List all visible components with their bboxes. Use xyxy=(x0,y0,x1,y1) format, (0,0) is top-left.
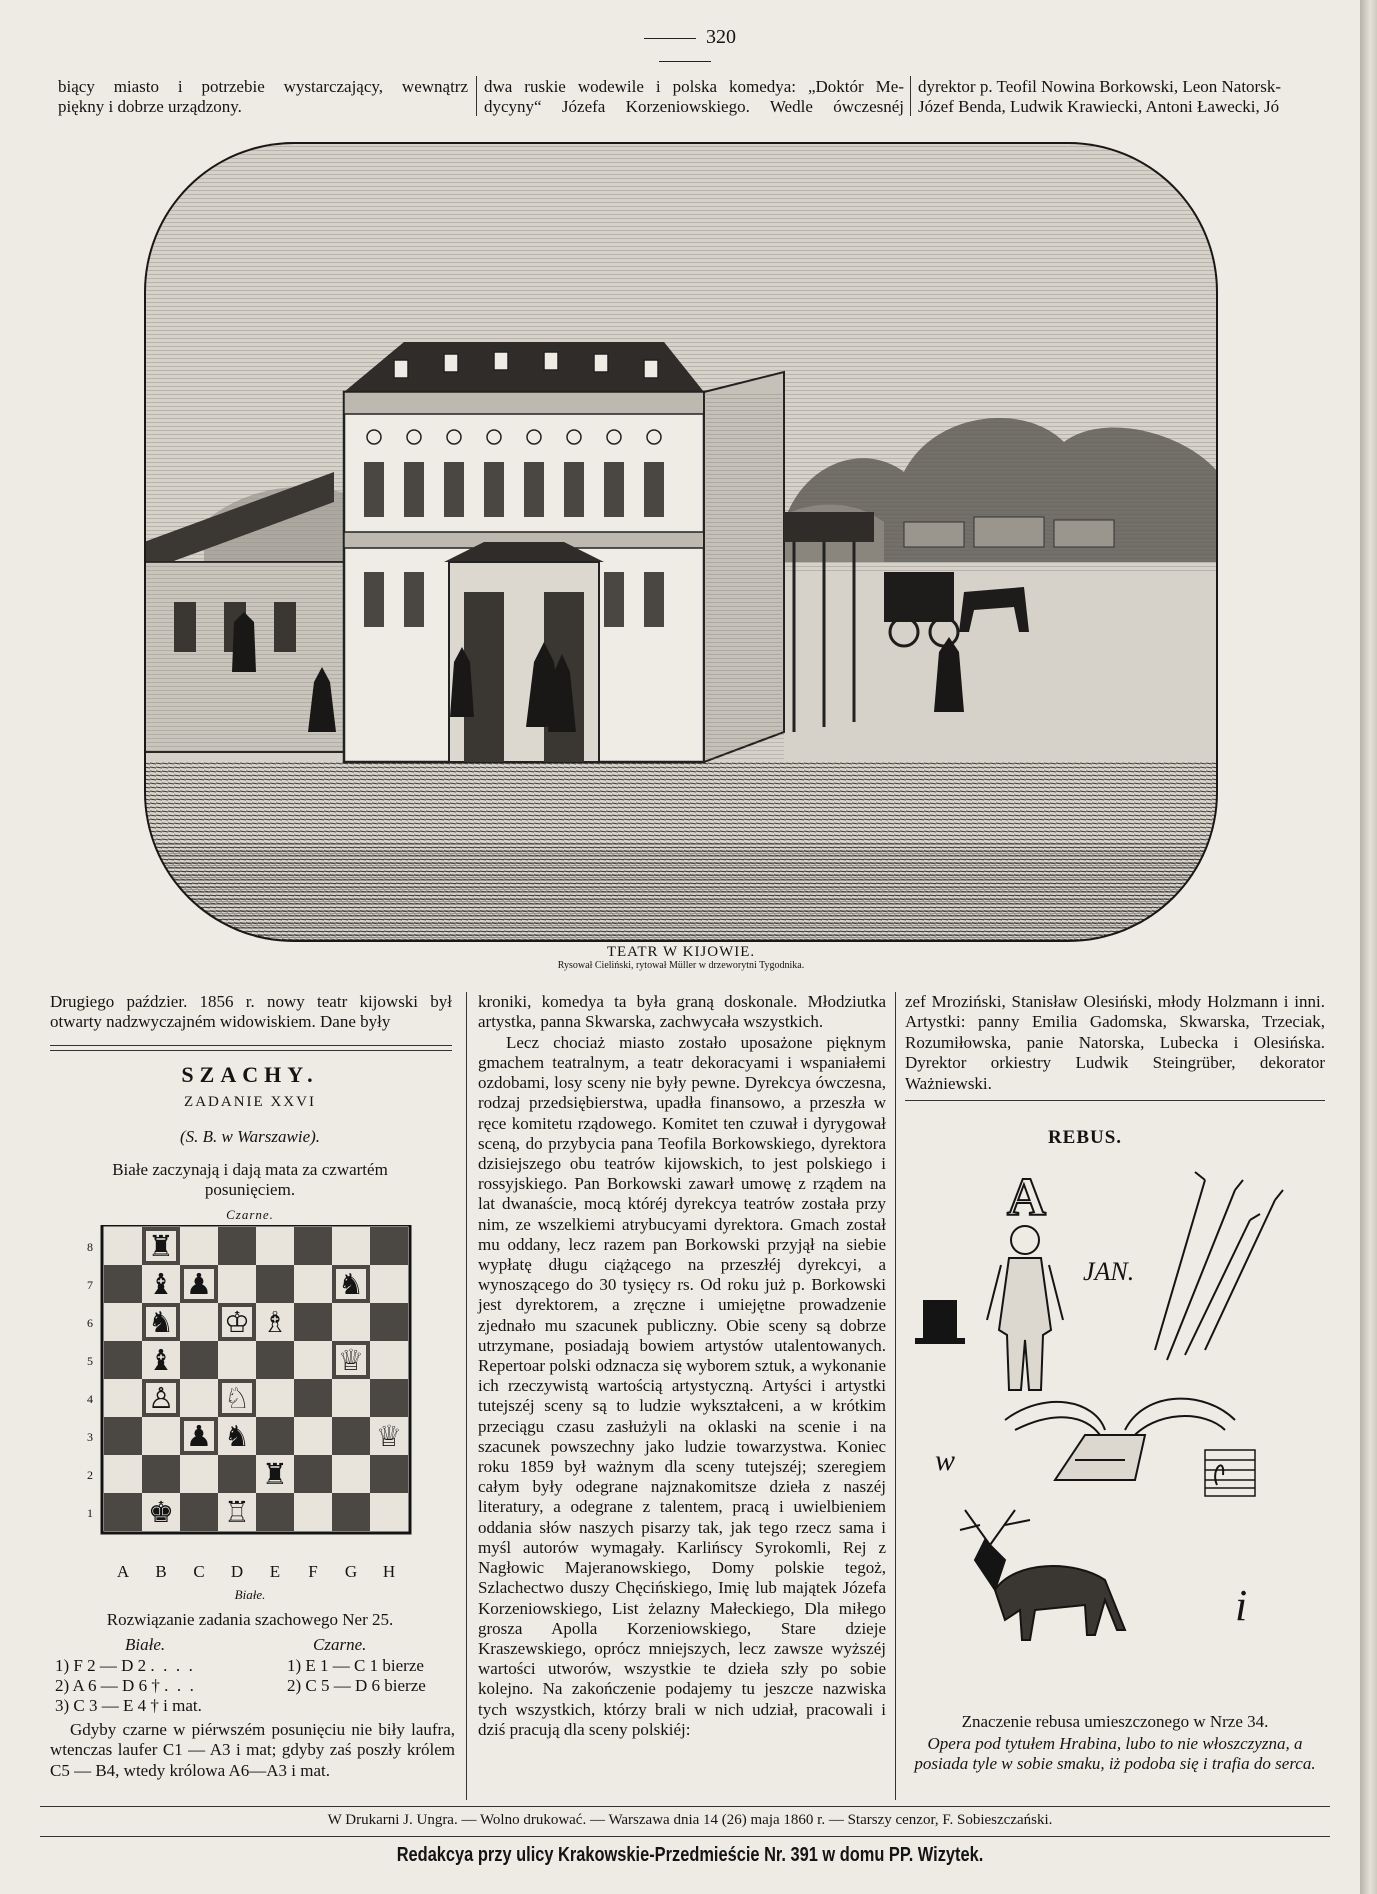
chess-square xyxy=(370,1227,408,1265)
chess-square xyxy=(180,1493,218,1531)
chess-square xyxy=(104,1455,142,1493)
chess-piece-d1: ♖ xyxy=(224,1495,250,1529)
illustration-caption: TEATR W KIJOWIE. xyxy=(606,944,756,960)
chess-square xyxy=(294,1265,332,1303)
chess-piece-b5: ♝ xyxy=(148,1343,174,1377)
chess-square xyxy=(332,1303,370,1341)
chess-square xyxy=(104,1341,142,1379)
lower-column-divider-1 xyxy=(466,992,467,1800)
chess-square xyxy=(104,1379,142,1417)
chess-square xyxy=(294,1303,332,1341)
solution-move-2-white: 2) A 6 — D 6 † . . . xyxy=(55,1676,194,1695)
solution-black-header: Czarne. xyxy=(313,1635,367,1654)
chess-square xyxy=(294,1455,332,1493)
chess-square xyxy=(256,1493,294,1531)
chess-square xyxy=(104,1493,142,1531)
chess-square xyxy=(294,1341,332,1379)
chess-square xyxy=(180,1341,218,1379)
right-column-text: zef Mroziński, Stanisław Olesiński, młody Holzmann i inni. Artystki: panny Emilia Gadomska, Skwarska, Trzeciak, Rozumiłowska, panie Natorska, Lubecka i Olesińska. Dyrektor orkiestry Ludwik Steingrüber, dekorator Ważniewski. xyxy=(905,992,1325,1093)
solution-note: Gdyby czarne w piérwszém posunięciu nie biły laufra, wtenczas laufer C1 — A3 i mat; gdyby zaś poszły królem C5 — B4, wtedy królowa A6—A3 i mat. xyxy=(50,1720,455,1780)
chess-file-label: D xyxy=(230,1562,244,1581)
chess-square xyxy=(370,1493,408,1531)
top-column-3-line-1: dyrektor p. Teofil Nowina Borkowski, Leon Natorsk- xyxy=(918,77,1281,96)
middle-paragraph-1: kroniki, komedya ta była graną doskonale. Młodziutka artystka, panna Skwarska, zachwycała wszystkich. xyxy=(478,992,886,1032)
rebus-gentleman xyxy=(987,1226,1063,1390)
middle-paragraph-2: Lecz chociaż miasto zostało uposażone pięknym gmachem teatralnym, a teatr dekoracyami i wspaniałemi ozdobami, losy sceny nie były pewne. Dyrekcya ówczesna, rodzaj przedsiębierstwa, upadła finansowo, a przeszła w ręce komitetu rządowego. Komitet ten czuwał i dyrygował sceną, do przybycia pana Teofila Borkowskiego, dyrektora dzisiejszego obu teatrów kijowskich, to jest polskiego i rossyjskiego. Pan Borkowski zawarł umowę z rządem na lat dwanaście, mocą któréj dyrekcya teatrów została przy nim, ze wszelkiemi atrybucyami dyrektora. Gmach został mu oddany, lecz razem pan Borkowski przyjął na siebie wypłatę długu ciążącego na przeszłéj dyrekcyi, a wynoszącego do 30 tysięcy rs. Od roku już p. Borkowski jest dyrektorem, a zręczne i umiejętne prowadzenie zjednało mu szacunek publiczny. Obie sceny są dobrze utrzymane, posiadają bowiem artystów utalentowanych. Repertoar polski odznacza się wyborem sztuk, a wykonanie ich rzeczywistą wartością artystyczną. Artyści i artystki tutejszéj sceny są to ludzie wykształceni, a w krótkim przeciągu czasu zasłużyli na oklaski na scenie i na szacunek powszechny jako ludzie towarzystwa. Koniec roku 1859 był ważnym dla sceny tutejszéj; szeregiem całym były odegrane najznakomitsze dzieła z naszéj literatury, a odegrane z talentem, pracą i uwielbieniem oddania słów naszych pisarzy tak, jak tego rzecz sama i myśl autorów wymagały. Karlińscy Syrokomli, Rej z Nagłowic Majeranowskiego, Domy polskie tegoż, Szlachectwo duszy Chęcińskiego, Imię lub majątek Józefa Korzeniowskiego, List żelazny Małeckiego, Dla miłego grosza Apolla Korzeniowskiego, Stare dzieje Kraszewskiego, oprócz mniejszych, lecz zawsze wyższéj wartości utworów, wszystkie te dzieła szły po sobie kolejno. Na zakończenie podajemy tu jeszcze nazwiska tych wszystkich, którzy brali w nich udział, pracowali i dziś pracują dla sceny polskiéj: xyxy=(478,1032,886,1739)
chess-piece-b7: ♝ xyxy=(148,1267,174,1301)
chess-square xyxy=(370,1379,408,1417)
illustration-credit: Rysował Cieliński, rytował Müller w drzeworytni Tygodnika. xyxy=(557,960,805,971)
rebus-letters-jan: JAN. xyxy=(1083,1257,1135,1286)
chess-piece-h3: ♕ xyxy=(376,1419,402,1453)
footer-rule-bottom xyxy=(40,1836,1330,1837)
top-column-3 xyxy=(918,77,1338,118)
solution-move-1-white: 1) F 2 — D 2 . . . . xyxy=(55,1656,193,1675)
chess-rank-label: 3 xyxy=(87,1430,93,1444)
middle-column xyxy=(478,992,886,1740)
chess-square xyxy=(332,1417,370,1455)
chess-task: Białe zaczynają i dają mata za czwartém posunięciem. xyxy=(112,1160,388,1200)
chess-rank-label: 5 xyxy=(87,1354,93,1368)
rebus-solution-text: Opera pod tytułem Hrabina, lubo to nie włoszczyzna, a posiada tyle w sobie smaku, iż podoba się i trafia do serca. xyxy=(914,1734,1316,1774)
chess-rank-label: 6 xyxy=(87,1316,93,1330)
top-column-3-line-2: Józef Benda, Ludwik Krawiecki, Antoni Ławecki, Jó xyxy=(918,97,1280,117)
chess-rank-label: 1 xyxy=(87,1506,93,1520)
top-column-1 xyxy=(58,77,468,118)
rebus-letter-a: A xyxy=(1007,1167,1046,1227)
chess-white-label: Białe. xyxy=(234,1587,266,1602)
solution-white-header: Białe. xyxy=(125,1635,166,1654)
rebus-top-hat xyxy=(915,1300,965,1344)
chess-file-label: C xyxy=(193,1562,205,1581)
solution-title: Rozwiązanie zadania szachowego Ner 25. xyxy=(106,1610,394,1629)
rebus-picture xyxy=(905,1160,1305,1700)
chess-rank-label: 2 xyxy=(87,1468,93,1482)
chess-square xyxy=(218,1265,256,1303)
page-edge xyxy=(1360,0,1377,1894)
chess-board-svg xyxy=(82,1225,427,1565)
chess-title: SZACHY. xyxy=(181,1062,319,1087)
chess-piece-g7: ♞ xyxy=(338,1267,364,1301)
rebus-deer xyxy=(960,1510,1125,1640)
chess-square xyxy=(218,1455,256,1493)
theatre-engraving xyxy=(144,142,1218,942)
chess-black-label: Czarne. xyxy=(226,1207,274,1222)
printer-imprint: W Drukarni J. Ungra. — Wolno drukować. — Warszawa dnia 14 (26) maja 1860 r. — Starszy cenzor, F. Sobieszczański. xyxy=(327,1812,1053,1828)
chess-square xyxy=(370,1341,408,1379)
chess-square xyxy=(104,1417,142,1455)
top-column-divider-1 xyxy=(476,76,477,116)
left-column-rule xyxy=(50,1045,452,1046)
chess-square xyxy=(294,1493,332,1531)
solution-move-3-white: 3) C 3 — E 4 † i mat. xyxy=(55,1696,202,1715)
chess-square xyxy=(370,1303,408,1341)
right-column-rule xyxy=(905,1100,1325,1101)
chess-square xyxy=(218,1341,256,1379)
chess-piece-c3: ♟ xyxy=(186,1419,212,1453)
chess-piece-b6: ♞ xyxy=(148,1305,174,1339)
chess-file-label: E xyxy=(269,1562,281,1581)
top-column-divider-2 xyxy=(910,76,911,116)
top-column-2-line-1: dwa ruskie wodewile i polska komedya: „Doktór Me- xyxy=(484,77,904,96)
chess-square xyxy=(294,1227,332,1265)
chess-square xyxy=(332,1455,370,1493)
chess-square xyxy=(294,1417,332,1455)
chess-square xyxy=(104,1265,142,1303)
rebus-letter-w: w xyxy=(935,1444,956,1477)
chess-file-label: G xyxy=(344,1562,358,1581)
chess-problem-number: ZADANIE XXVI xyxy=(184,1094,316,1110)
editorial-address: Redakcya przy ulicy Krakowskie-Przedmieście Nr. 391 w domu PP. Wizytek. xyxy=(396,1844,984,1866)
chess-file-label: H xyxy=(382,1562,396,1581)
chess-square xyxy=(180,1303,218,1341)
chess-square xyxy=(104,1303,142,1341)
chess-square xyxy=(180,1227,218,1265)
chess-square xyxy=(104,1227,142,1265)
chess-square xyxy=(256,1227,294,1265)
chess-piece-c7: ♟ xyxy=(186,1267,212,1301)
chess-square xyxy=(332,1227,370,1265)
rebus-letter-a-group xyxy=(1007,1167,1046,1227)
solution-move-2-black: 2) C 5 — D 6 bierze xyxy=(287,1676,426,1695)
chess-square xyxy=(142,1417,180,1455)
chess-square xyxy=(370,1455,408,1493)
chess-piece-b4: ♙ xyxy=(148,1381,174,1415)
top-column-1-line-1: biący miasto i potrzebie wystarczający, wewnątrz xyxy=(58,77,468,96)
rebus-branches xyxy=(1155,1172,1283,1360)
chess-board xyxy=(82,1225,427,1565)
top-column-2-line-2: dycyny“ Józefa Korzeniowskiego. Wedle ówczesnéj xyxy=(484,97,904,117)
rebus-solution-title: Znaczenie rebusa umieszczonego w Nrze 34. xyxy=(961,1712,1269,1731)
chess-square xyxy=(218,1227,256,1265)
left-column-rule-2 xyxy=(50,1050,452,1051)
top-column-2 xyxy=(484,77,904,118)
rebus-title: REBUS. xyxy=(1047,1127,1123,1148)
chess-square xyxy=(256,1417,294,1455)
chess-square xyxy=(332,1379,370,1417)
chess-square xyxy=(370,1265,408,1303)
chess-square xyxy=(256,1341,294,1379)
chess-square xyxy=(256,1265,294,1303)
left-column-text: Drugiego paździer. 1856 r. nowy teatr kijowski był otwarty nadzwyczajném widowiskiem. Dane były xyxy=(50,992,452,1032)
top-column-1-line-2: piękny i dobrze urządzony. xyxy=(58,97,242,117)
solution-move-1-black: 1) E 1 — C 1 bierze xyxy=(287,1656,424,1675)
chess-piece-d4: ♘ xyxy=(224,1381,250,1415)
rebus-music-staff xyxy=(1205,1450,1255,1496)
chess-piece-b1: ♚ xyxy=(148,1495,174,1529)
chess-file-label: F xyxy=(308,1562,318,1581)
chess-piece-g5: ♕ xyxy=(338,1343,364,1377)
chess-piece-d3: ♞ xyxy=(224,1419,250,1453)
chess-rank-label: 7 xyxy=(87,1278,93,1292)
chess-square xyxy=(332,1493,370,1531)
chess-square xyxy=(294,1379,332,1417)
chess-piece-d6: ♔ xyxy=(224,1305,250,1339)
chess-piece-b8: ♜ xyxy=(148,1229,174,1263)
chess-piece-e6: ♗ xyxy=(262,1305,288,1339)
rebus-winged-e xyxy=(1005,1399,1235,1480)
chess-problem-author: (S. B. w Warszawie). xyxy=(179,1127,321,1146)
chess-file-label: A xyxy=(116,1562,130,1581)
chess-piece-e2: ♜ xyxy=(262,1457,288,1491)
chess-rank-label: 8 xyxy=(87,1240,93,1254)
chess-square xyxy=(180,1379,218,1417)
chess-file-label: B xyxy=(155,1562,167,1581)
footer-rule-top xyxy=(40,1806,1330,1807)
chess-rank-label: 4 xyxy=(87,1392,93,1406)
page-number: 320 xyxy=(600,26,770,72)
lower-column-divider-2 xyxy=(895,992,896,1800)
chess-square xyxy=(180,1455,218,1493)
chess-square xyxy=(142,1455,180,1493)
chess-square xyxy=(256,1379,294,1417)
rebus-letter-i: i xyxy=(1235,1581,1248,1630)
